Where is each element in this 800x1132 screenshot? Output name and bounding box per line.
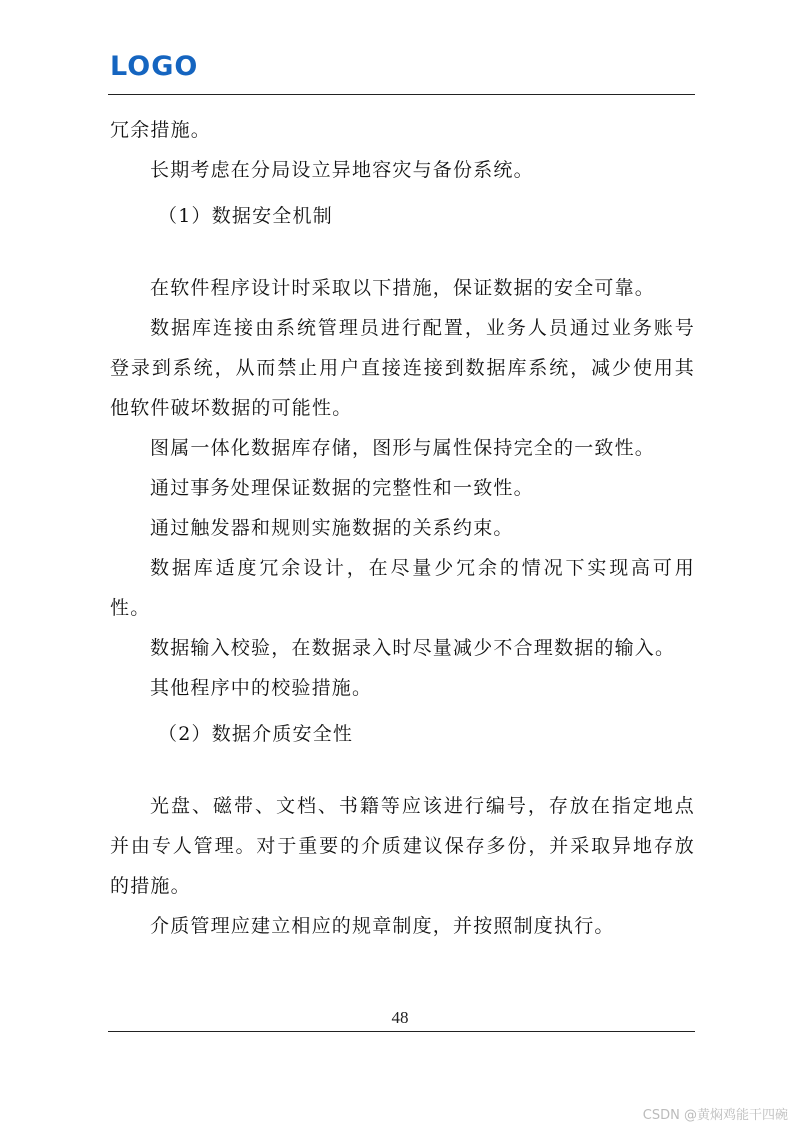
footer-divider [108,1031,695,1032]
section-heading-2: （2）数据介质安全性 [158,723,354,745]
header-divider [108,94,695,95]
paragraph: 冗余措施。 [110,119,212,141]
paragraph: 在软件程序设计时采取以下措施，保证数据的安全可靠。 [150,277,656,299]
paragraph: 数据库连接由系统管理员进行配置，业务人员通过业务账号登录到系统，从而禁止用户直接连接到数据库系统，减少使用其他软件破坏数据的可能性。 [110,317,695,419]
logo: LOGO [110,51,199,82]
paragraph: 通过事务处理保证数据的完整性和一致性。 [150,477,534,499]
paragraph: 数据输入校验，在数据录入时尽量减少不合理数据的输入。 [150,637,676,659]
document-body [110,110,695,946]
paragraph: 其他程序中的校验措施。 [150,677,373,699]
paragraph: 数据库适度冗余设计，在尽量少冗余的情况下实现高可用性。 [110,557,695,619]
watermark: CSDN @黄焖鸡能干四碗 [642,1108,788,1123]
page-number: 48 [391,1008,409,1027]
paragraph: 光盘、磁带、文档、书籍等应该进行编号，存放在指定地点并由专人管理。对于重要的介质建议保存多份，并采取异地存放的措施。 [110,795,695,897]
paragraph: 图属一体化数据库存储，图形与属性保持完全的一致性。 [150,437,656,459]
paragraph: 介质管理应建立相应的规章制度，并按照制度执行。 [150,915,615,937]
paragraph: 通过触发器和规则实施数据的关系约束。 [150,517,514,539]
section-heading-1: （1）数据安全机制 [158,205,333,227]
paragraph: 长期考虑在分局设立异地容灾与备份系统。 [150,159,534,181]
